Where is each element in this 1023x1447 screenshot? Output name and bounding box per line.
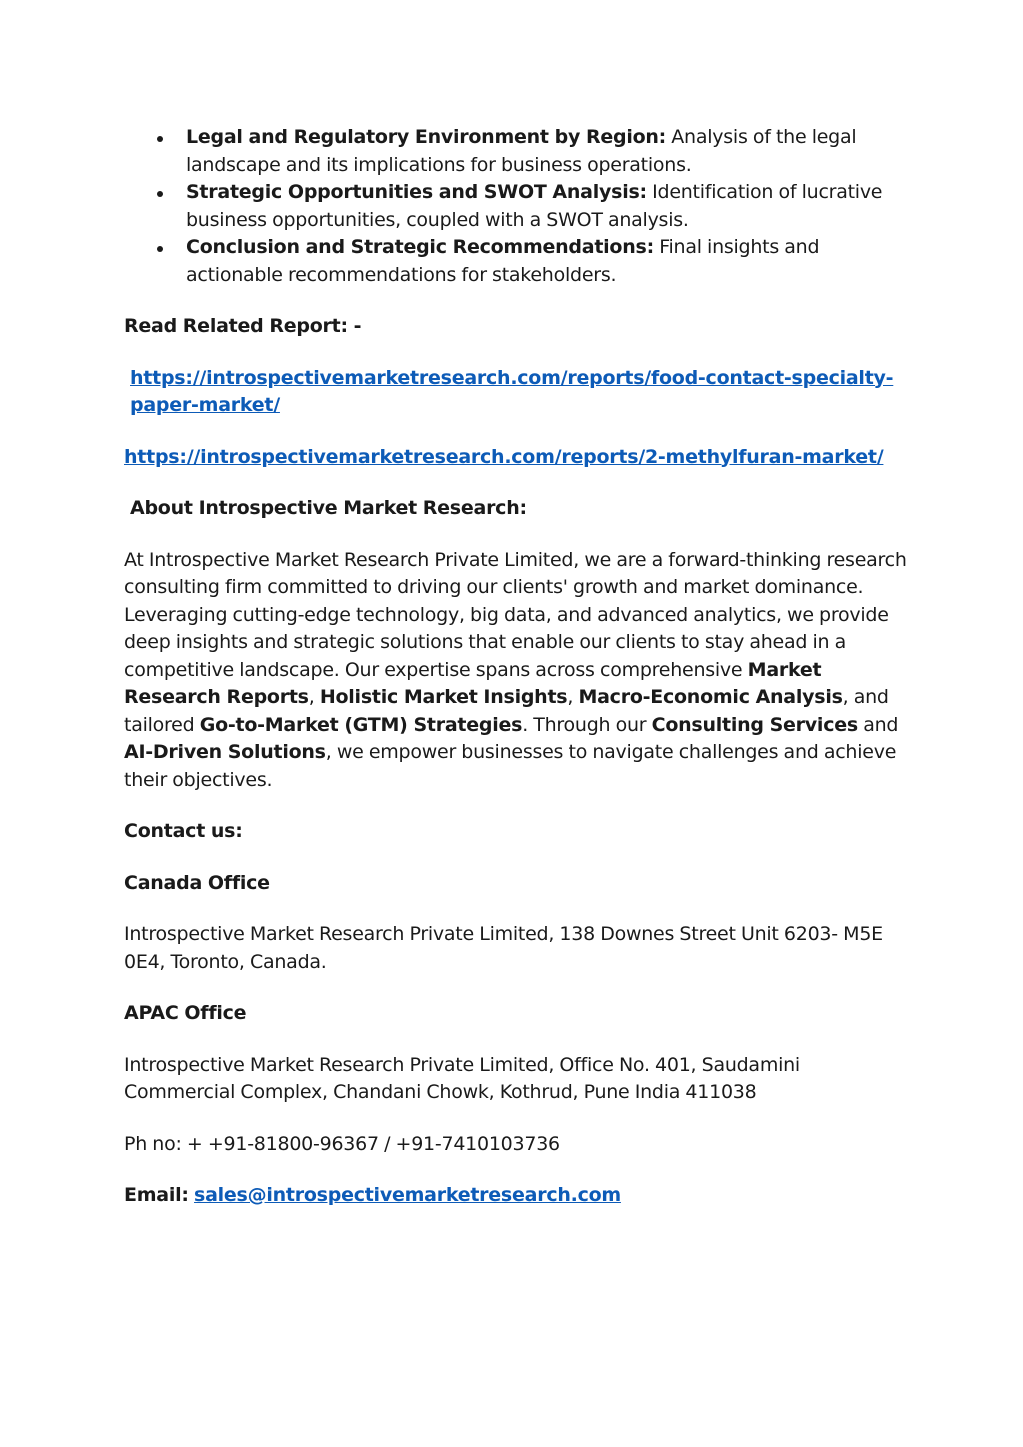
about-bold-5: Consulting Services <box>651 713 858 736</box>
list-item <box>124 234 914 289</box>
list-item <box>124 124 914 179</box>
list-item-title: Conclusion and Strategic Recommendations: <box>186 236 654 258</box>
about-bold-2: Holistic Market Insights <box>319 686 568 708</box>
document-page <box>124 124 914 1210</box>
list-item-title: Strategic Opportunities and SWOT Analysis: <box>186 181 647 203</box>
about-sep-1: , <box>308 686 320 708</box>
about-sep-4: . Through our <box>522 713 652 736</box>
about-text: At Introspective Market Research Private Limited, we are a forward-thinking research consulting firm committed to driving our clients' growth and market dominance. Leveraging cutting-edge technology, big data, and advanced analytics, we provide deep insights and strategic solutions that enable our clients to stay ahead in a competitive landscape. Our expertise spans across comprehensive <box>124 548 907 681</box>
contact-heading-text: Contact us: <box>124 820 243 842</box>
related-report-link-1[interactable]: https://introspectivemarketresearch.com/reports/food-contact-specialty-paper-market/ <box>130 366 894 416</box>
about-sep-3: , and tailored <box>124 686 889 736</box>
related-link-2-para <box>124 444 914 472</box>
bullet-list <box>124 124 914 289</box>
phone-number: Ph no: + +91-81800-96367 / +91-7410103736 <box>124 1132 560 1155</box>
about-sep-6: , we empower businesses to navigate challenges and achieve their objectives. <box>124 741 897 791</box>
apac-heading <box>124 1000 914 1028</box>
about-heading <box>124 495 914 523</box>
list-item <box>124 179 914 234</box>
canada-address: Introspective Market Research Private Limited, 138 Downes Street Unit 6203- M5E 0E4, Toronto, Canada. <box>124 923 883 973</box>
about-sep-5: and <box>857 713 899 736</box>
related-heading <box>124 313 914 341</box>
related-report-link-2[interactable]: https://introspectivemarketresearch.com/reports/2-methylfuran-market/ <box>124 445 884 468</box>
bullet-icon <box>157 191 163 197</box>
about-bold-4: Go-to-Market (GTM) Strategies <box>199 713 523 736</box>
list-item-text: Analysis of the legal landscape and its implications for business operations. <box>186 126 857 176</box>
email-label: Email: <box>124 1184 189 1206</box>
related-link-1-para <box>124 365 914 420</box>
related-heading-text: Read Related Report: - <box>124 315 362 337</box>
canada-heading-text: Canada Office <box>124 871 270 894</box>
contact-heading <box>124 818 914 846</box>
canada-heading <box>124 870 914 898</box>
about-paragraph <box>124 547 914 795</box>
list-item-title: Legal and Regulatory Environment by Region: <box>186 126 667 148</box>
email-link[interactable]: sales@introspectivemarketresearch.com <box>194 1184 621 1206</box>
apac-heading-text: APAC Office <box>124 1002 247 1024</box>
about-bold-3: Macro-Economic Analysis <box>578 686 843 708</box>
bullet-icon <box>157 246 163 252</box>
about-bold-6: AI-Driven Solutions <box>124 741 326 763</box>
about-bold-1: Market Research Reports <box>124 658 822 708</box>
bullet-icon <box>157 136 163 142</box>
about-sep-2: , <box>567 686 579 708</box>
email-line <box>124 1182 914 1210</box>
list-item-text: Final insights and actionable recommendations for stakeholders. <box>186 236 820 286</box>
apac-address: Introspective Market Research Private Limited, Office No. 401, Saudamini Commercial Complex, Chandani Chowk, Kothrud, Pune India 411038 <box>124 1053 800 1103</box>
about-heading-text: About Introspective Market Research: <box>130 497 527 519</box>
list-item-text: Identification of lucrative business opportunities, coupled with a SWOT analysis. <box>186 181 883 231</box>
